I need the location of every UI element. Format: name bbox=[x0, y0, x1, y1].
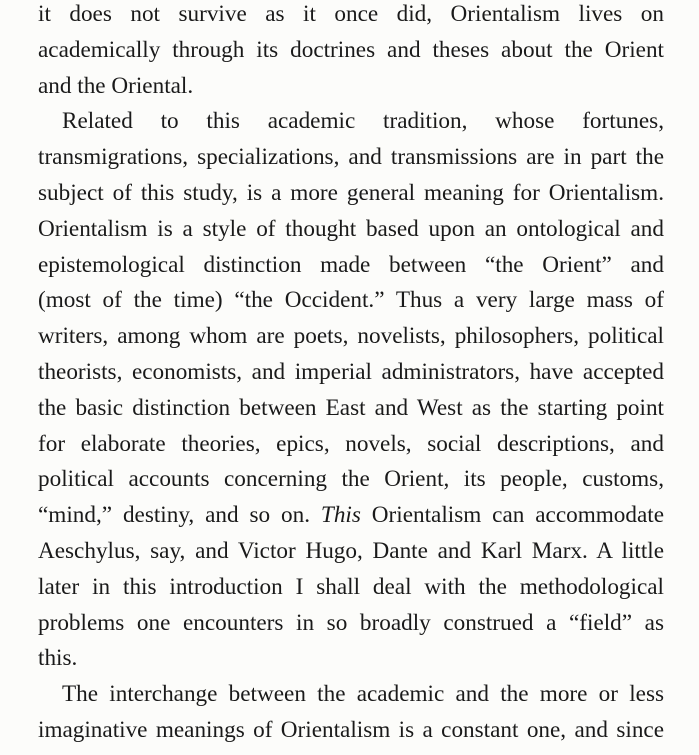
document-page bbox=[38, 0, 664, 749]
text-line: political accounts concerning the Orient, its people, customs, bbox=[38, 466, 664, 493]
text-line: imaginative meanings of Orientalism is a constant one, and since bbox=[38, 716, 664, 743]
text-line: it does not survive as it once did, Orientalism lives on bbox=[38, 1, 664, 27]
paragraph bbox=[38, 0, 664, 104]
italic-text-run: This bbox=[320, 502, 361, 529]
text-line: The interchange between the academic and the more or less bbox=[62, 681, 664, 708]
text-line: Aeschylus, say, and Victor Hugo, Dante and Karl Marx. A little bbox=[38, 537, 664, 564]
text-line: transmigrations, specializations, and transmissions are in part the bbox=[38, 144, 664, 171]
text-line: writers, among whom are poets, novelists, philosophers, political bbox=[38, 323, 664, 350]
text-line: epistemological distinction made between “the Orient” and bbox=[38, 251, 664, 278]
text-line bbox=[38, 498, 664, 534]
text-line: subject of this study, is a more general meaning for Orientalism. bbox=[38, 179, 664, 206]
text-line: problems one encounters in so broadly construed a “field” as bbox=[38, 609, 664, 636]
text-line: the basic distinction between East and West as the starting point bbox=[38, 394, 664, 421]
paragraph bbox=[38, 104, 664, 677]
text-line: later in this introduction I shall deal with the methodological bbox=[38, 573, 664, 600]
text-line: (most of the time) “the Occident.” Thus a very large mass of bbox=[38, 287, 664, 314]
text-line: Related to this academic tradition, whose fortunes, bbox=[62, 108, 664, 135]
text-line: for elaborate theories, epics, novels, social descriptions, and bbox=[38, 430, 664, 457]
text-run: Orientalism can accommodate bbox=[360, 502, 665, 529]
text-line: academically through its doctrines and theses about the Orient bbox=[38, 36, 664, 63]
text-line: and the Oriental. bbox=[38, 72, 194, 99]
paragraph bbox=[38, 677, 664, 749]
text-line: this. bbox=[38, 645, 78, 672]
text-line: Orientalism is a style of thought based upon an ontological and bbox=[38, 215, 664, 242]
text-line: theorists, economists, and imperial administrators, have accepted bbox=[38, 358, 664, 385]
text-run: “mind,” destiny, and so on. bbox=[38, 502, 321, 529]
